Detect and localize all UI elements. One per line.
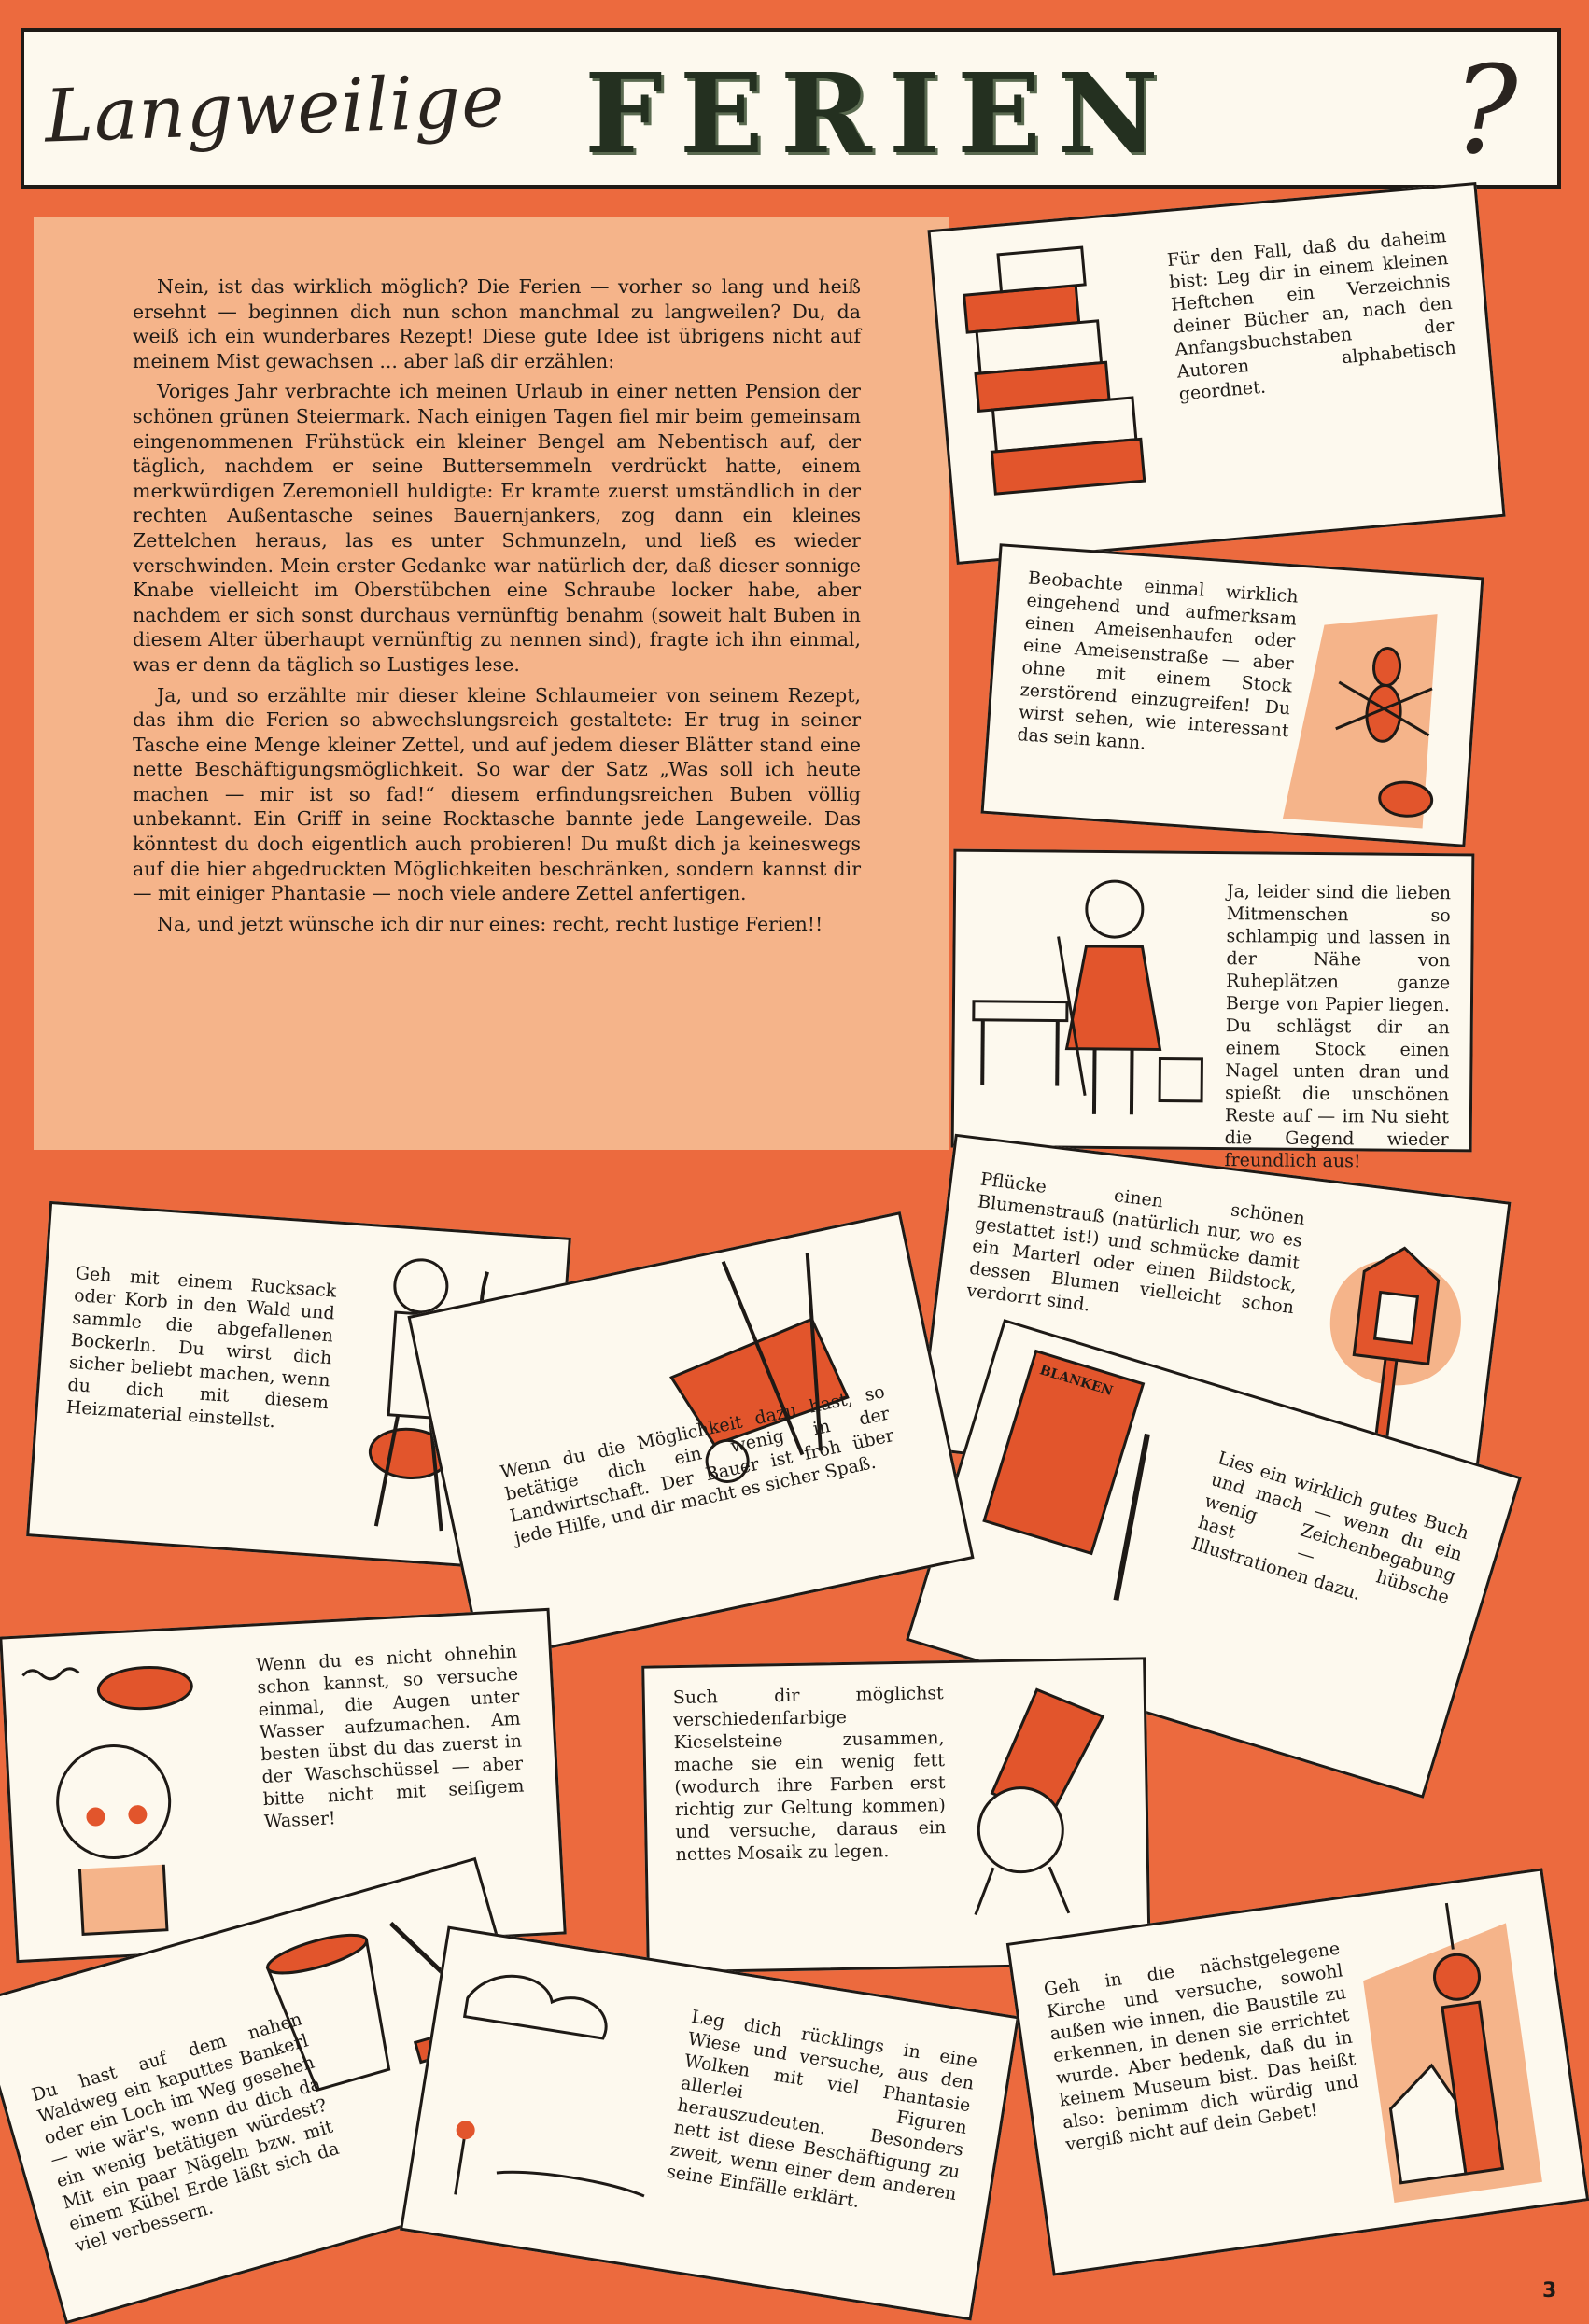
card-paper-text: Ja, leider sind die lieben Mitmenschen so schlampig und lassen in der Nähe von Ruheplätzen ganze Berge von Papier liegen. Du schlägst dir an einem Stock einen Nagel unten dran und spießt die unschönen Reste auf — im Nu sieht die Gegend wieder freundlich aus! [1224,881,1452,1172]
card-books [927,182,1505,565]
lying-in-meadow-icon [415,1939,698,2254]
card-books-text: Für den Fall, daß du daheim bist: Leg dir in einem kleinen Heftchen ein Verzeichnis deiner Bücher an, nach den Anfangsbuchstaben der Autoren alphabetisch geordnet. [1166,226,1457,405]
card-ants-text: Beobachte einmal wirklich eingehend und aufmerksam einen Ameisenhaufen oder eine Ameisenstraße — aber ohne mit einem Stock zerstörend einzugreifen! Du wirst sehen, wie interessant das sein kann. [1016,567,1300,754]
intro-paragraph-2: Voriges Jahr verbrachte ich meinen Urlaub in einer netten Pension der schönen grünen Steiermark. Nach einigen Tagen fiel mir beim gemeinsam eingenommenen Frühstück ein kleiner Bengel am Nebentisch auf, der täglich, nachdem er seine Buttersemmeln verdrückt hatte, einem merkwürdigen Zeremoniell huldigte: Er kramte zuerst umständlich in der rechten Außentasche seines Bauernjankers, zog dann ein kleines Zettelchen heraus, las es unter Schmunzeln, und ließ es wieder verschwinden. Mein erster Gedanke war natürlich der, daß dieser sonnige Knabe vielleicht im Oberstübchen eine Schraube locker habe, aber nachdem er sich sonst durchaus vernünftig benahm (soweit halt Buben in diesem Alter überhaupt vernünftig zu nennen sind), fragte ich ihn einmal, was er denn da täglich so Lustiges lese. [133,380,861,676]
card-clouds-text: Leg dich rücklings in eine Wiese und versuche, aus den Wolken mit viel Phantasie allerlei Figuren herauszudeuten. Besonders nett ist diese Beschäftigung zu zweit, wenn einer dem anderen seine Einfälle erklärt. [665,2006,979,2212]
intro-panel [34,217,949,1150]
boy-underwater-fish-icon [12,1637,242,1947]
card-pebbles [641,1657,1151,1973]
card-swim-text: Wenn du es nicht ohnehin schon kannst, so versuche einmal, die Augen unter Wasser aufzumachen. Am besten übst du das zuerst in der Waschschüssel — aber bitte nicht mit seifigem Wasser! [255,1641,525,1833]
card-farm-text: Wenn du die Möglichkeit dazu hast, so betätige dich ein wenig in der Landwirtschaft. Der Bauer ist froh über jede Hilfe, und dir macht es sicher Spaß. [499,1381,896,1549]
card-pebbles-text: Such dir möglichst verschiedenfarbige Kieselsteine zusammen, mache sie ein wenig fett (wodurch ihre Farben erst richtig zur Geltung kommen) und versuche, daraus ein nettes Mosaik zu legen. [672,1683,947,1866]
ant-illustration-icon [1273,585,1476,840]
intro-paragraph-1: Nein, ist das wirklich möglich? Die Ferien — vorher so lang und heiß ersehnt — beginnen dich nun schon manchmal zu langweilen? Du, da weiß ich ein wunderbares Rezept! Diese gute Idee ist übrigens nicht auf meinem Mist gewachsen ... aber laß dir erzählen: [133,275,861,372]
title-script: Langweilige [43,59,507,160]
pebble-mosaic-icon [935,1679,1126,1925]
books-illustration-icon [942,241,1180,539]
title-banner [21,28,1561,189]
title-question-mark: ? [1453,39,1518,181]
page-number: 3 [1542,2279,1557,2303]
card-repair-text: Du hast auf dem nahen Waldweg ein kaputtes Bankerl oder ein Loch im Weg gesehen — wie wär's, wenn du dich da ein wenig betätigen würdest? Mit ein paar Nägeln bzw. mit einem Kübel Erde läßt sich da viel verbessern. [29,2009,342,2257]
card-paper [951,849,1475,1172]
card-flowers-text: Pflücke einen schönen Blumenstrauß (natürlich nur, wo es gestattet ist!) und schmücke damit ein Marterl oder einen Bildstock, dessen Blumen vielleicht schon verdorrt sind. [965,1169,1306,1319]
card-rucksack-text: Geh mit einem Rucksack oder Korb in den Wald und sammle die abgefallenen Bockerln. Du wirst dich sicher beliebt machen, wenn du dich mit diesem Heizmaterial einstellst. [65,1263,338,1433]
church-illustration-icon [1334,1883,1562,2215]
card-clouds [400,1926,1019,2321]
intro-text [133,274,861,942]
card-church-text: Geh in die nächstgelegene Kirche und versuche, sowohl außen wie innen, die Baustile zu erkennen, in denen sie errichtet wurde. Aber bedenk, daß du in keinem Museum bist. Das heißt also: benimm dich würdig und vergiß nicht auf dein Gebet! [1042,1938,1360,2156]
title-bold: FERIEN [584,49,1175,178]
intro-paragraph-3: Ja, und so erzählte mir dieser kleine Schlaumeier von seinem Rezept, das ihm die Ferien so abwechslungsreich gestaltete: Er trug in seiner Tasche eine Menge kleiner Zettel, und auf jedem dieser Blätter stand eine nette Beschäftigungsmöglichkeit. So war der Satz „Was soll ich heute machen — mir ist so fad!“ diesem erfindungsreichen Buben völlig unbekannt. Ein Griff in seine Rocktasche bannte jede Langeweile. Das könntest du doch eigentlich auch probieren! Du mußt dich ja keineswegs auf die hier abgedruckten Möglichkeiten beschränken, sondern kannst dir — mit einiger Phantasie — noch viele andere Zettel anfertigen. [133,683,861,905]
girl-picking-paper-icon [963,861,1218,1143]
intro-paragraph-4: Na, und jetzt wünsche ich dir nur eines: recht, recht lustige Ferien!! [157,912,823,935]
card-ants [981,543,1484,847]
card-read-text: Lies ein wirklich gutes Buch und mach — wenn du ein wenig Zeichenbegabung hast — hübsche Illustrationen dazu. [1188,1448,1471,1608]
book-spine-label: BLANKEN [1037,1363,1115,1400]
